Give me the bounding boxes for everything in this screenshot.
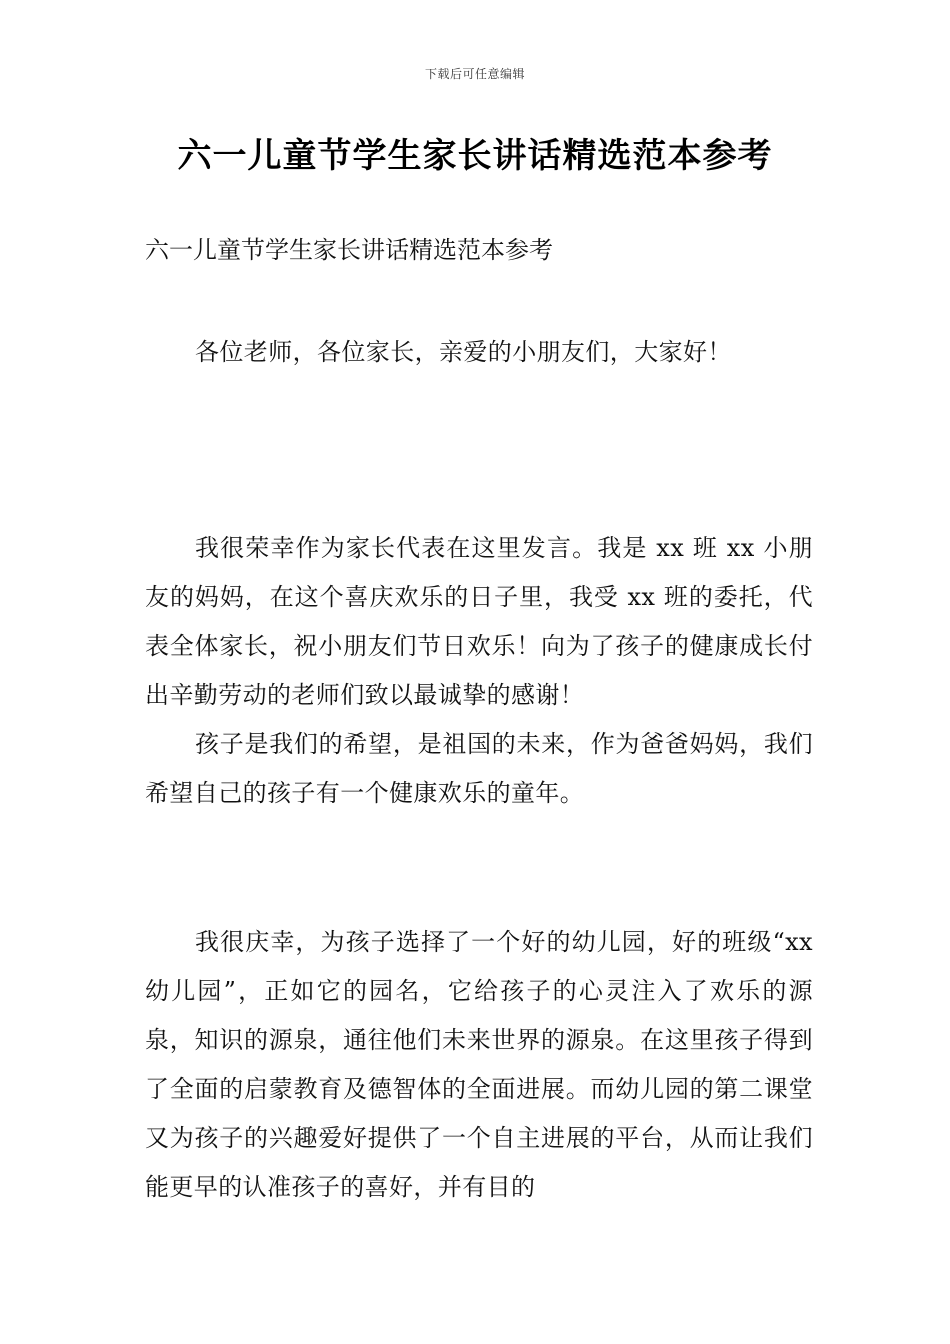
document-title: 六一儿童节学生家长讲话精选范本参考 xyxy=(177,136,773,176)
document-subtitle: 六一儿童节学生家长讲话精选范本参考 xyxy=(145,236,553,264)
paragraph: 孩子是我们的希望，是祖国的未来，作为爸爸妈妈，我们希望自己的孩子有一个健康欢乐的童年。 xyxy=(145,730,813,807)
header-note: 下载后可任意编辑 xyxy=(424,67,525,81)
paragraph-greeting: 各位老师，各位家长，亲爱的小朋友们，大家好！ xyxy=(195,338,732,366)
paragraph: 我很庆幸，为孩子选择了一个好的幼儿园，好的班级“xx 幼儿园”，正如它的园名，它给孩子的心灵注入了欢乐的源泉，知识的源泉，通往他们未来世界的源泉。在这里孩子得到了全面的启蒙教育及德智体的全面进展。而幼儿园的第二课堂又为孩子的兴趣爱好提供了一个自主进展的平台，从而让我们能更早的认准孩子的喜好，并有目的 xyxy=(145,928,813,1201)
paragraph: 我很荣幸作为家长代表在这里发言。我是 xx 班 xx 小朋友的妈妈，在这个喜庆欢乐的日子里，我受 xx 班的委托，代表全体家长，祝小朋友们节日欢乐！向为了孩子的健康成长付出辛勤劳动的老师们致以最诚挚的感谢！ xyxy=(145,534,813,709)
